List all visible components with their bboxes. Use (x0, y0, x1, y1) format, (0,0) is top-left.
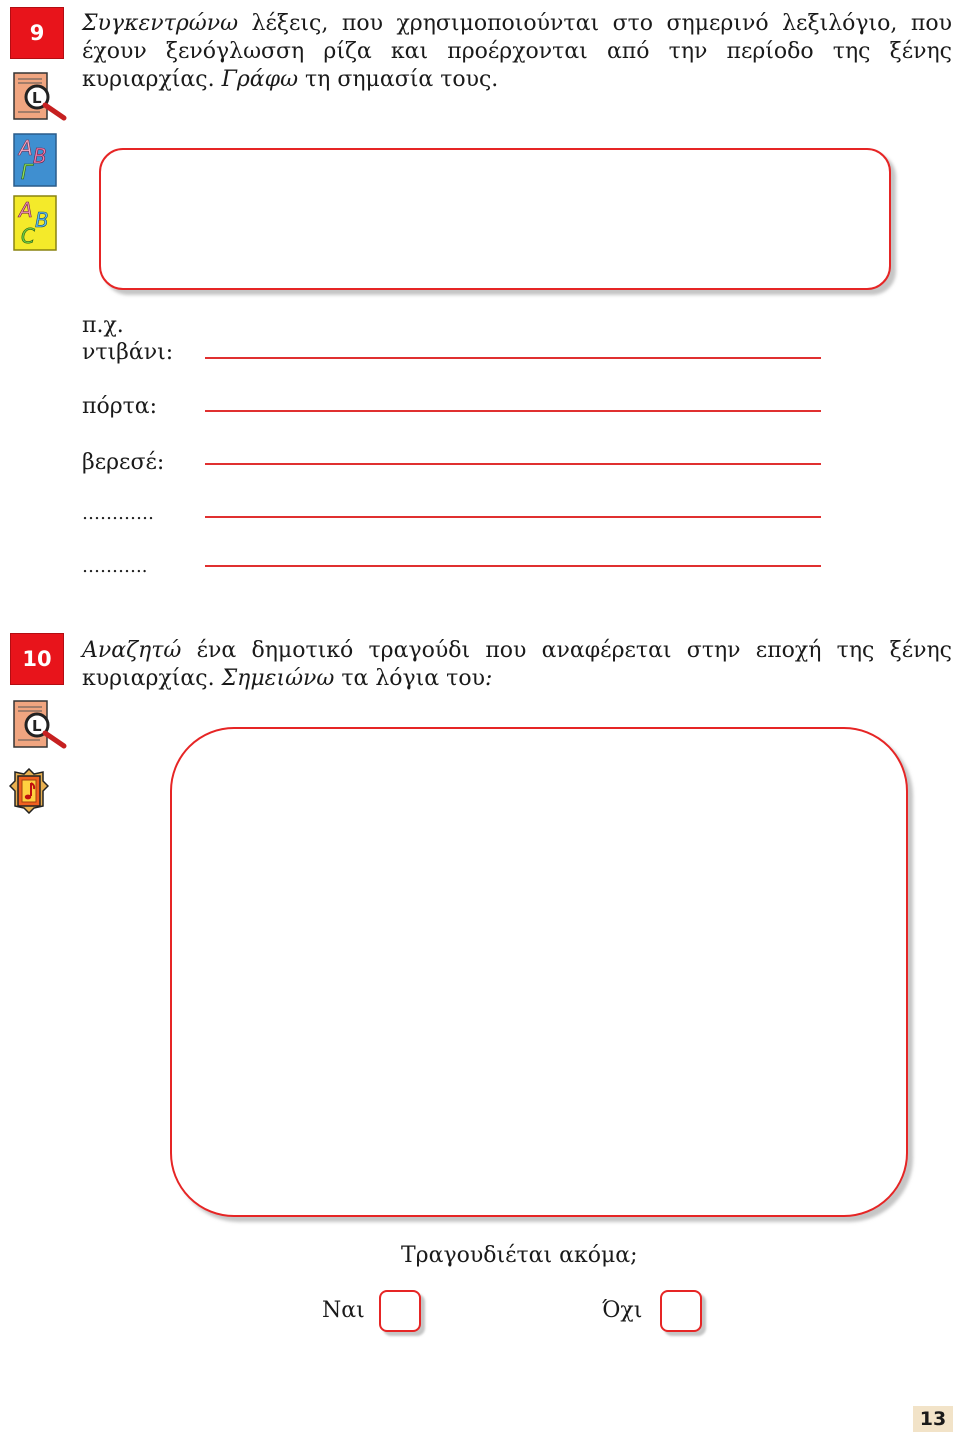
word-label: πόρτα: (82, 394, 158, 419)
exercise-10-instruction: Αναζητώ ένα δημοτικό τραγούδι που αναφέρεται στην εποχή της ξένης κυριαρχίας. Σημειώνω τα λόγια του: (82, 638, 952, 691)
svg-text:C: C (21, 224, 35, 248)
answer-line[interactable] (205, 357, 821, 359)
exercise-9-instruction: Συγκεντρώνω λέξεις, που χρησιμοποιούνται στο σημερινό λεξιλόγιο, που έχουν ξενόγλωσση ρίζα και προέρχονται από την περίοδο της ξένης κυριαρχίας. Γράφω τη σημασία τους. (82, 11, 952, 92)
instruction-verb: Γράφω (221, 67, 299, 92)
svg-text:B: B (35, 208, 49, 232)
blank-word-label[interactable]: ……….. (82, 556, 148, 577)
search-book-icon (12, 70, 68, 124)
svg-text:L: L (32, 717, 42, 735)
abc-letters-icon (13, 195, 57, 251)
blank-word-label[interactable]: ………… (82, 503, 154, 524)
option-yes-label: Ναι (322, 1298, 365, 1323)
svg-text:B: B (33, 144, 47, 168)
exercise-9-number: 9 (10, 7, 64, 59)
question-still-sung: Τραγουδιέται ακόμα; (401, 1243, 638, 1268)
yes-checkbox[interactable] (379, 1290, 421, 1332)
instruction-verb: Σημειώνω (221, 666, 335, 691)
search-book-icon (12, 698, 68, 752)
answer-line[interactable] (205, 565, 821, 567)
music-frame-icon (9, 768, 49, 814)
svg-text:Γ: Γ (21, 160, 33, 184)
example-label: π.χ. (82, 313, 124, 338)
answer-box-words[interactable] (99, 148, 891, 290)
svg-text:A: A (19, 198, 33, 222)
svg-text:A: A (19, 136, 33, 160)
answer-box-song-lyrics[interactable] (170, 727, 908, 1217)
answer-line[interactable] (205, 463, 821, 465)
no-checkbox[interactable] (660, 1290, 702, 1332)
greek-letters-icon (13, 133, 57, 187)
svg-text:L: L (32, 89, 42, 107)
answer-line[interactable] (205, 516, 821, 518)
exercise-10-number: 10 (10, 633, 64, 685)
answer-line[interactable] (205, 410, 821, 412)
instruction-verb: Αναζητώ (82, 638, 182, 663)
instruction-verb: Συγκεντρώνω (82, 11, 239, 36)
page-number: 13 (913, 1406, 953, 1432)
word-label: βερεσέ: (82, 450, 165, 475)
word-label: ντιβάνι: (82, 340, 174, 365)
option-no-label: Όχι (602, 1298, 643, 1323)
